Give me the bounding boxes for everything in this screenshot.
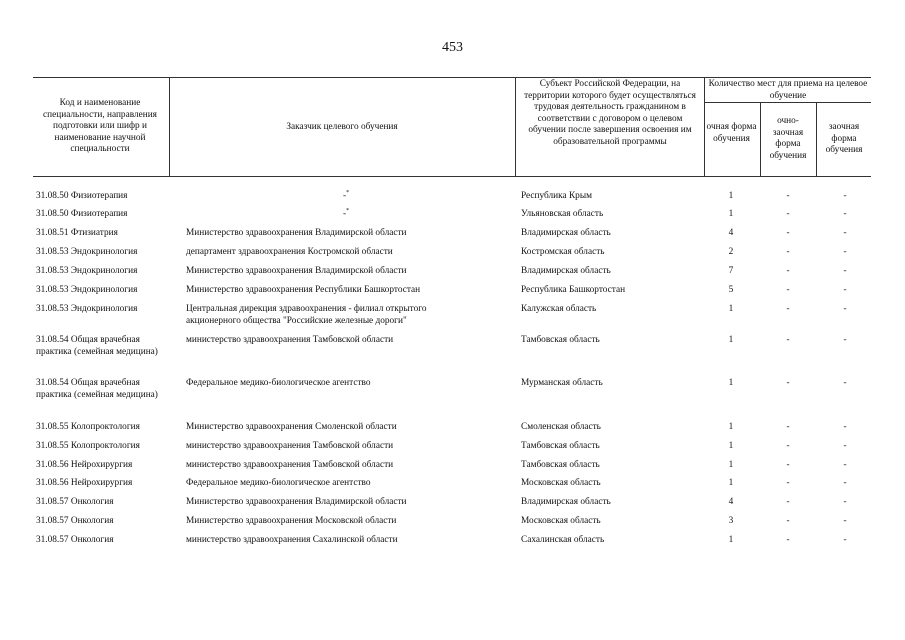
specialty-cell: 31.08.54 Общая врачебная практика (семейная медицина) [36, 378, 158, 400]
correspondence-cell: - [843, 478, 847, 488]
part-time-cell: - [786, 422, 790, 432]
correspondence-cell: - [843, 228, 847, 238]
region-cell: Костромская область [521, 247, 605, 257]
region-cell: Республика Башкортостан [521, 285, 626, 295]
region-cell: Тамбовская область [521, 460, 600, 470]
header-part-time: очно-заочная форма обучения [769, 116, 807, 161]
correspondence-cell: - [843, 304, 847, 314]
full-time-cell: 5 [728, 285, 734, 295]
customer-cell: Министерство здравоохранения Владимирской области [186, 497, 407, 507]
region-cell: Московская область [521, 516, 601, 526]
customer-cell: Федеральное медико-биологическое агентство [186, 378, 371, 388]
correspondence-cell: - [843, 285, 847, 295]
part-time-cell: - [786, 460, 790, 470]
full-time-cell: 1 [728, 378, 734, 388]
full-time-cell: 3 [728, 516, 734, 526]
customer-cell: -* [343, 207, 350, 219]
divider-1 [169, 77, 170, 176]
part-time-cell: - [786, 478, 790, 488]
divider-4 [760, 102, 761, 176]
region-cell: Московская область [521, 478, 601, 488]
specialty-cell: 31.08.53 Эндокринология [36, 247, 138, 257]
full-time-cell: 1 [728, 460, 734, 470]
region-cell: Мурманская область [521, 378, 603, 388]
header-bottom-rule [33, 176, 871, 177]
full-time-cell: 4 [728, 228, 734, 238]
specialty-cell: 31.08.53 Эндокринология [36, 266, 138, 276]
correspondence-cell: - [843, 422, 847, 432]
specialty-cell: 31.08.57 Онкология [36, 497, 114, 507]
full-time-cell: 2 [728, 247, 734, 257]
customer-cell: -* [343, 189, 350, 201]
correspondence-cell: - [843, 497, 847, 507]
region-cell: Ульяновская область [521, 209, 604, 219]
specialty-cell: 31.08.50 Физиотерапия [36, 191, 128, 201]
full-time-cell: 1 [728, 191, 734, 201]
header-full-time: очная форма обучения [706, 122, 757, 144]
specialty-cell: 31.08.55 Колопроктология [36, 441, 140, 451]
customer-cell: министерство здравоохранения Тамбовской области [186, 460, 394, 470]
full-time-cell: 1 [728, 422, 734, 432]
customer-cell: министерство здравоохранения Тамбовской области [186, 335, 394, 345]
full-time-cell: 1 [728, 441, 734, 451]
places-subheader-rule [705, 102, 871, 103]
specialty-cell: 31.08.57 Онкология [36, 535, 114, 545]
specialty-cell: 31.08.57 Онкология [36, 516, 114, 526]
correspondence-cell: - [843, 335, 847, 345]
region-cell: Сахалинская область [521, 535, 605, 545]
specialty-cell: 31.08.51 Фтизиатрия [36, 228, 118, 238]
part-time-cell: - [786, 285, 790, 295]
customer-cell: министерство здравоохранения Сахалинской области [186, 535, 398, 545]
full-time-cell: 1 [728, 478, 734, 488]
correspondence-cell: - [843, 266, 847, 276]
customer-cell: Министерство здравоохранения Смоленской области [186, 422, 397, 432]
part-time-cell: - [786, 441, 790, 451]
part-time-cell: - [786, 191, 790, 201]
specialty-cell: 31.08.53 Эндокринология [36, 304, 138, 314]
full-time-cell: 1 [728, 304, 734, 314]
header-region: Субъект Российской Федерации, на территории которого будет осуществляться трудовая деятельность гражданином в соответствии с договором о целевом обучении после завершения освоения им образовательной программы [524, 79, 696, 147]
customer-cell: Министерство здравоохранения Владимирской области [186, 228, 407, 238]
region-cell: Тамбовская область [521, 335, 600, 345]
correspondence-cell: - [843, 191, 847, 201]
full-time-cell: 1 [728, 535, 734, 545]
correspondence-cell: - [843, 378, 847, 388]
divider-3 [704, 77, 705, 176]
header-code: Код и наименование специальности, направления подготовки или шифр и наименование научной специальности [43, 98, 157, 154]
customer-cell: Министерство здравоохранения Московской области [186, 516, 397, 526]
customer-cell: Федеральное медико-биологическое агентство [186, 478, 371, 488]
header-correspondence: заочная форма обучения [825, 122, 863, 155]
divider-5 [816, 102, 817, 176]
correspondence-cell: - [843, 441, 847, 451]
customer-cell: департамент здравоохранения Костромской области [186, 247, 393, 257]
region-cell: Владимирская область [521, 228, 611, 238]
customer-cell: Министерство здравоохранения Владимирской области [186, 266, 407, 276]
part-time-cell: - [786, 335, 790, 345]
region-cell: Смоленская область [521, 422, 601, 432]
correspondence-cell: - [843, 535, 847, 545]
divider-2 [515, 77, 516, 176]
part-time-cell: - [786, 209, 790, 219]
specialty-cell: 31.08.54 Общая врачебная практика (семейная медицина) [36, 335, 158, 357]
part-time-cell: - [786, 266, 790, 276]
correspondence-cell: - [843, 247, 847, 257]
region-cell: Владимирская область [521, 266, 611, 276]
header-top-rule [33, 77, 871, 78]
header-places: Количество мест для приема на целевое обучение [708, 79, 868, 101]
specialty-cell: 31.08.55 Колопроктология [36, 422, 140, 432]
correspondence-cell: - [843, 209, 847, 219]
region-cell: Республика Крым [521, 191, 592, 201]
part-time-cell: - [786, 247, 790, 257]
full-time-cell: 1 [728, 335, 734, 345]
specialty-cell: 31.08.53 Эндокринология [36, 285, 138, 295]
customer-cell: Министерство здравоохранения Республики Башкортостан [186, 285, 421, 295]
correspondence-cell: - [843, 516, 847, 526]
specialty-cell: 31.08.56 Нейрохирургия [36, 478, 133, 488]
part-time-cell: - [786, 378, 790, 388]
full-time-cell: 4 [728, 497, 734, 507]
full-time-cell: 7 [728, 266, 734, 276]
specialty-cell: 31.08.56 Нейрохирургия [36, 460, 133, 470]
part-time-cell: - [786, 535, 790, 545]
part-time-cell: - [786, 516, 790, 526]
part-time-cell: - [786, 497, 790, 507]
region-cell: Тамбовская область [521, 441, 600, 451]
page-number: 453 [442, 40, 463, 55]
part-time-cell: - [786, 228, 790, 238]
region-cell: Владимирская область [521, 497, 611, 507]
full-time-cell: 1 [728, 209, 734, 219]
specialty-cell: 31.08.50 Физиотерапия [36, 209, 128, 219]
header-customer: Заказчик целевого обучения [286, 122, 398, 132]
part-time-cell: - [786, 304, 790, 314]
customer-cell: министерство здравоохранения Тамбовской области [186, 441, 394, 451]
region-cell: Калужская область [521, 304, 597, 314]
correspondence-cell: - [843, 460, 847, 470]
customer-cell: Центральная дирекция здравоохранения - филиал открытого акционерного общества "Российские железные дороги" [186, 304, 427, 326]
